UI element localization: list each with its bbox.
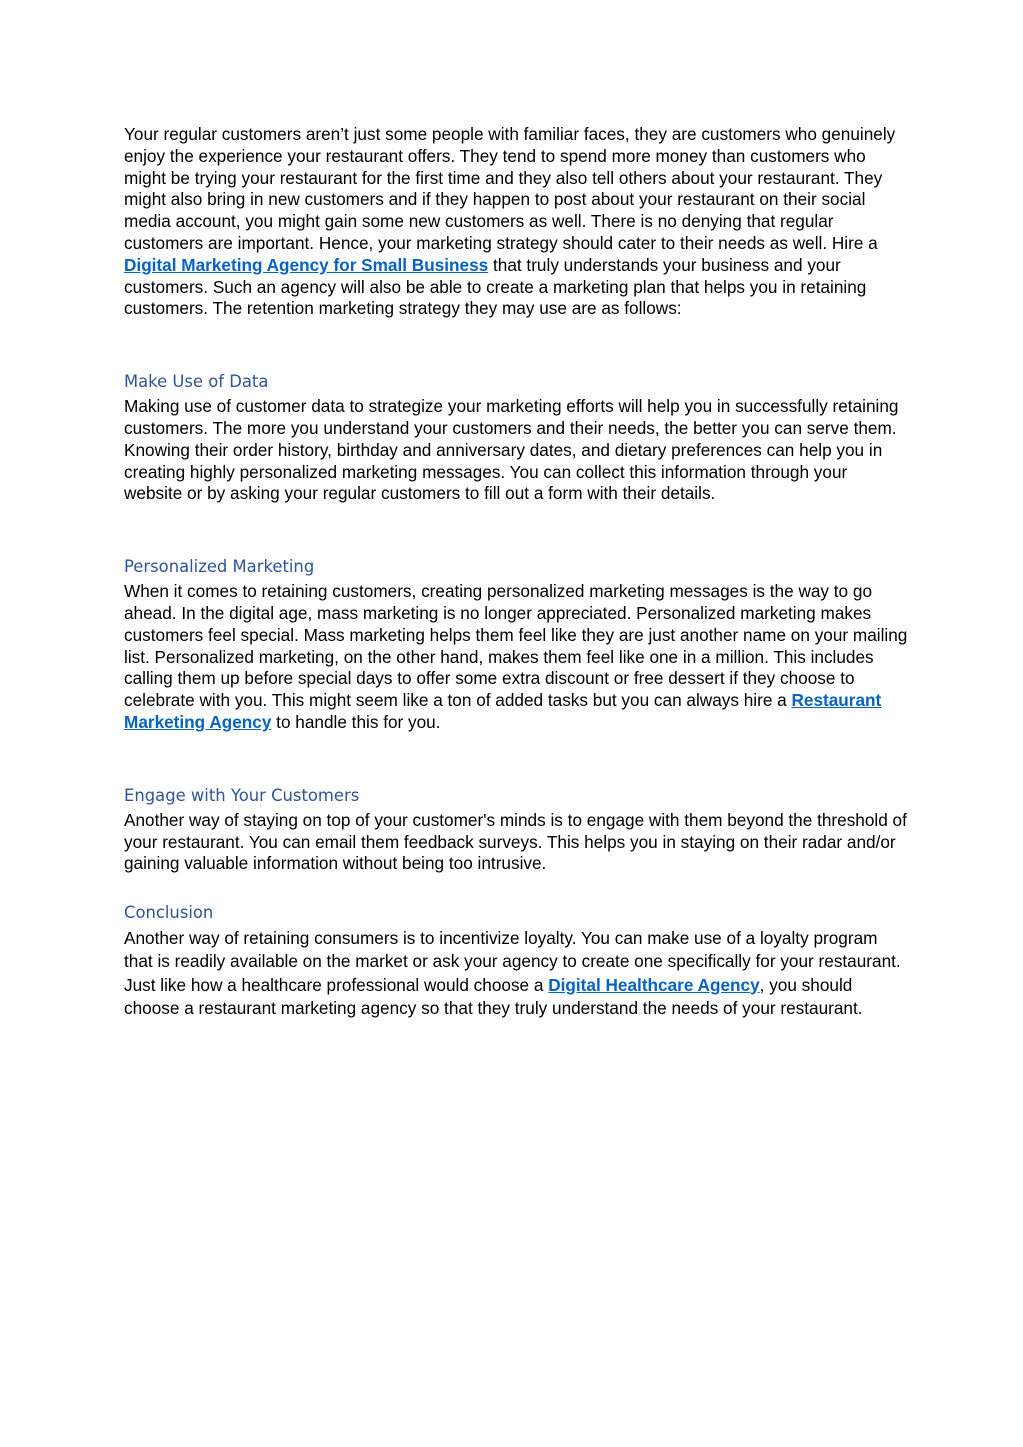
conclusion-text-2: , you should choose a restaurant marketing agency so that they truly understand the needs of your restaurant. [124,974,863,1018]
section-heading-conclusion: Conclusion [124,903,214,923]
personalized-text-1: When it comes to retaining customers, creating personalized marketing messages is the way to go ahead. In the digital age, mass marketing is no longer appreciated. Personalized marketing makes customers feel special. Mass marketing helps them feel like they are just another name on your mailing list. Personalized marketing, on the other hand, makes them feel like one in a million. This includes calling them up before special days to offer some extra discount or free dessert if they choose to celebrate with you. This might seem like a ton of added tasks but you can always hire a [124,581,908,711]
section-make-use-of-data [124,371,909,505]
intro-text-2: that truly understands your business and your customers. Such an agency will also be able to create a marketing plan that helps you in retaining customers. The retention marketing strategy they may use are as follows: [124,254,867,319]
intro-paragraph [124,124,909,320]
digital-marketing-agency-link[interactable]: Digital Marketing Agency for Small Business [124,254,489,275]
personalized-text-2: to handle this for you. [271,711,441,732]
document-page [124,124,909,1071]
restaurant-marketing-agency-link[interactable]: Restaurant Marketing Agency [124,690,882,732]
conclusion-text-1: Another way of retaining consumers is to incentivize loyalty. You can make use of a loyalty program that is readily available on the market or ask your agency to create one specifically for your restaurant. Just like how a healthcare professional would choose a [124,928,901,995]
intro-text-1: Your regular customers aren’t just some people with familiar faces, they are customers who genuinely enjoy the experience your restaurant offers. They tend to spend more money than customers who might be trying your restaurant for the first time and they also tell others about your restaurant. They might also bring in new customers and if they happen to post about your restaurant on their social media account, you might gain some new customers as well. There is no denying that regular customers are important. Hence, your marketing strategy should cater to their needs as well. Hire a [124,124,896,253]
section-personalized-marketing [124,556,909,734]
digital-healthcare-agency-link[interactable]: Digital Healthcare Agency [548,974,760,995]
section-heading-engage: Engage with Your Customers [124,785,360,805]
section-conclusion [124,902,909,1020]
section-body-data: Making use of customer data to strategize your marketing efforts will help you in successfully retaining customers. The more you understand your customers and their needs, the better you can serve them. Knowing their order history, birthday and anniversary dates, and dietary preferences can help you in creating highly personalized marketing messages. You can collect this information through your website or by asking your regular customers to fill out a form with their details. [124,396,899,504]
section-body-personalized [124,581,909,734]
section-engage-customers [124,785,909,875]
section-body-conclusion [124,927,909,1020]
section-heading-data: Make Use of Data [124,372,269,392]
section-heading-personalized: Personalized Marketing [124,557,315,577]
section-body-engage: Another way of staying on top of your customer's minds is to engage with them beyond the threshold of your restaurant. You can email them feedback surveys. This helps you in staying on their radar and/or gaining valuable information without being too intrusive. [124,809,907,874]
